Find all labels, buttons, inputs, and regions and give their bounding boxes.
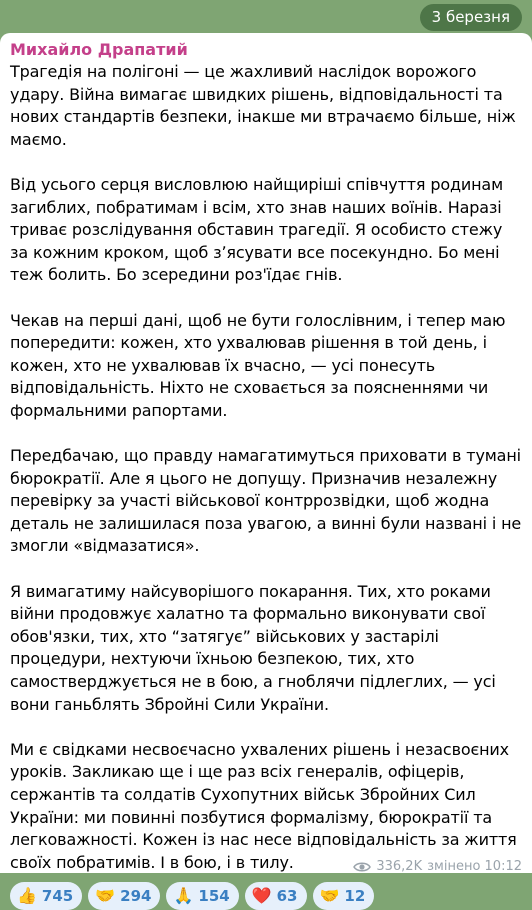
eye-icon (353, 861, 371, 873)
reaction-handshake[interactable] (88, 882, 160, 910)
reaction-count: 294 (120, 887, 152, 906)
reaction-pray[interactable] (166, 882, 238, 910)
reaction-count: 745 (41, 887, 74, 906)
thumbs-up-icon: 👍 (17, 886, 37, 906)
edited-time: змінено 10:12 (427, 859, 522, 874)
message-paragraph: Я вимагатиму найсуворішого покарання. Тих, хто роками війни продовжує халатно та формально виконувати свої обов'язки, тих, хто “затягує” військових у застарілі процедури, нехтуючи їхньою безпекою, тих, хто самостверджується не в бою, а гноблячи підлеглих, — усі вони ганьблять Збройні Сили України. (10, 581, 496, 714)
reaction-count: 12 (344, 887, 366, 906)
message-paragraph: Від усього серця висловлюю найщиріші співчуття родинам загиблих, побратимам і всім, хто знав наших воїнів. Наразі триває розслідування обставин трагедії. Я особисто стежу за кожним кроком, щоб зʼясувати все посекундно. Бо мені теж болить. Бо зсередини роз'їдає гнів. (10, 174, 504, 285)
message-paragraph: Ми є свідками несвоєчасно ухвалених рішень і незасвоєних уроків. Закликаю ще і ще раз всіх генералів, офіцерів, сержантів та солдатів Сухопутних військ Збройних Сил України: ми повинні позбутися формалізму, бюрократії та легковажності. Кожен із нас несе відповідальність за життя своїх побратимів. І в бою, і в тилу. (10, 739, 517, 872)
reaction-heart[interactable] (245, 882, 307, 910)
handshake-icon: 🤝 (319, 886, 340, 906)
reaction-handshake-2[interactable] (313, 882, 375, 910)
message-paragraph: Передбачаю, що правду намагатимуться приховати в тумані бюрократії. Але я цього не допущу. Призначив незалежну перевірку за участі військової контррозвідки, щоб жодна деталь не залишилася поза увагою, а винні були названі і не змогли «відмазатися». (10, 446, 522, 556)
reactions-bar (10, 882, 524, 910)
author-name[interactable]: Михайло Драпатий (10, 40, 188, 59)
heart-icon: ❤️ (251, 886, 272, 906)
message-bubble[interactable] (0, 33, 532, 906)
view-count: 336,2K (376, 859, 423, 874)
reaction-count: 63 (276, 887, 298, 906)
message-text (10, 61, 524, 874)
message-paragraph: Трагедія на полігоні — це жахливий наслідок ворожого удару. Війна вимагає швидких рішень, відповідальності та нових стандартів безпеки, інакше ми втрачаємо більше, ніж маємо. (10, 62, 516, 149)
pray-icon: 🙏 (173, 886, 194, 906)
date-separator: 3 березня (420, 4, 522, 31)
reaction-count: 154 (198, 887, 230, 906)
message-paragraph: Чекав на перші дані, щоб не бути голослівним, і тепер маю попередити: кожен, хто ухвалював рішення в той день, і кожен, хто не ухвалював їх вчасно, — усі понесуть відповідальність. Ніхто не сховається за поясненнями чи формальними рапортами. (10, 310, 506, 420)
message-meta (353, 859, 522, 874)
reaction-thumbs-up[interactable] (10, 882, 82, 910)
handshake-icon: 🤝 (95, 886, 116, 906)
